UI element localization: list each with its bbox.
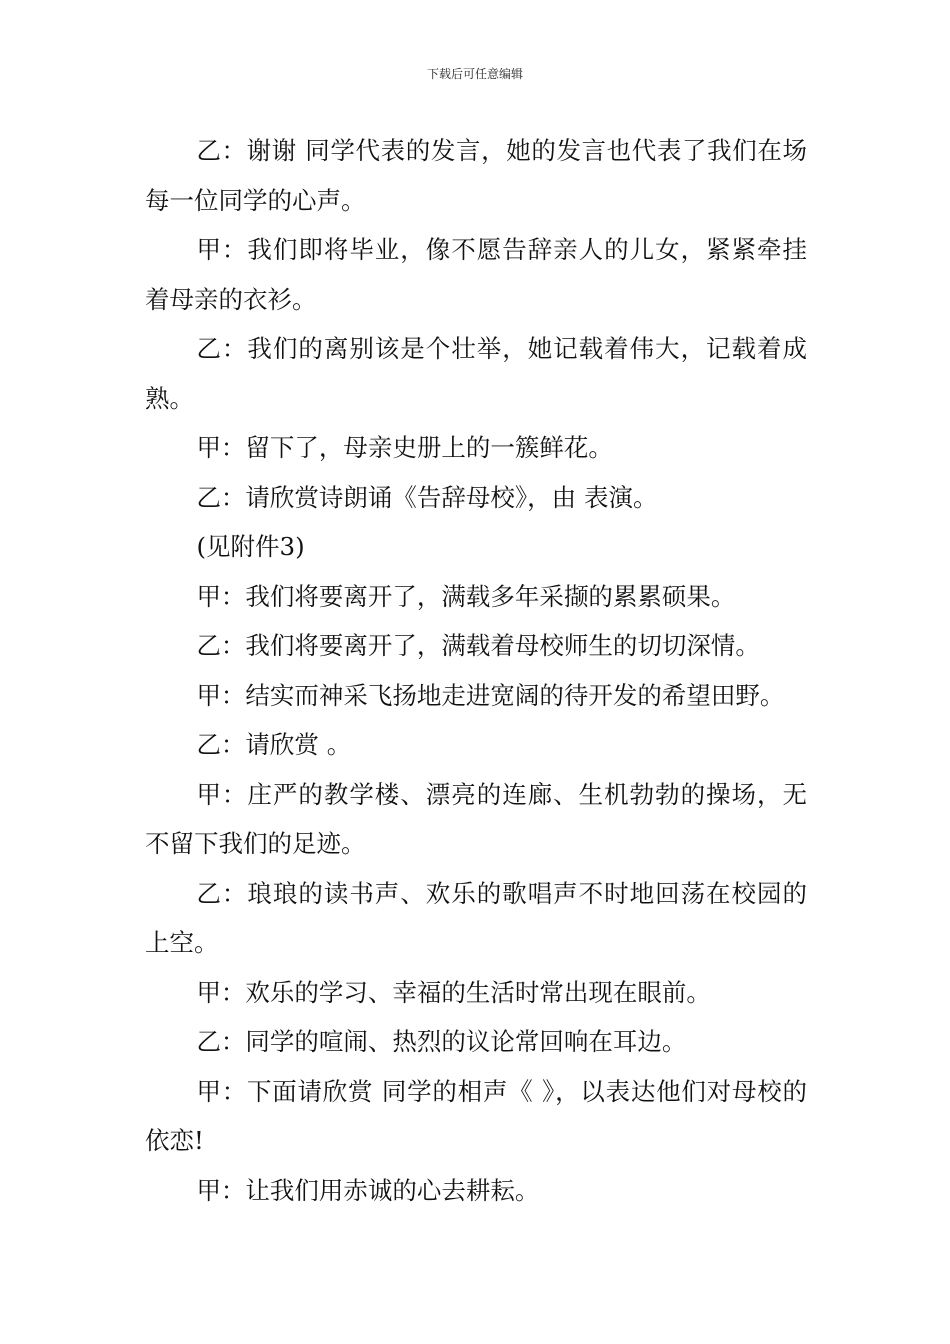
- paragraph: 乙：谢谢 同学代表的发言，她的发言也代表了我们在场每一位同学的心声。: [145, 136, 807, 215]
- paragraph: 乙：同学的喧闹、热烈的议论常回响在耳边。: [196, 1027, 687, 1056]
- paragraph: 甲：留下了，母亲史册上的一簇鲜花。: [196, 433, 613, 462]
- paragraph: 乙：请欣赏诗朗诵《告辞母校》，由 表演。: [196, 482, 658, 512]
- document-body: [145, 126, 807, 1215]
- paragraph: (见附件3): [196, 532, 305, 561]
- paragraph: 甲：庄严的教学楼、漂亮的连廊、生机勃勃的操场，无不留下我们的足迹。: [145, 779, 807, 858]
- paragraph: 甲：下面请欣赏 同学的相声《 》，以表达他们对母校的依恋!: [145, 1076, 807, 1155]
- paragraph: 甲：让我们用赤诚的心去耕耘。: [196, 1175, 540, 1205]
- paragraph: 乙：请欣赏 。: [196, 730, 352, 759]
- paragraph: 乙：我们将要离开了，满载着母校师生的切切深情。: [196, 631, 760, 660]
- paragraph: 乙：我们的离别该是个壮举，她记载着伟大，记载着成熟。: [145, 334, 807, 413]
- paragraph: 乙：琅琅的读书声、欢乐的歌唱声不时地回荡在校园的上空。: [145, 878, 807, 957]
- page-header: 下载后可任意编辑: [426, 67, 523, 81]
- paragraph: 甲：我们将要离开了，满载多年采撷的累累硕果。: [196, 581, 736, 611]
- paragraph: 甲：我们即将毕业，像不愿告辞亲人的儿女，紧紧牵挂着母亲的衣衫。: [145, 235, 807, 314]
- paragraph: 甲：欢乐的学习、幸福的生活时常出现在眼前。: [196, 977, 711, 1007]
- paragraph: 甲：结实而神采飞扬地走进宽阔的待开发的希望田野。: [196, 680, 785, 710]
